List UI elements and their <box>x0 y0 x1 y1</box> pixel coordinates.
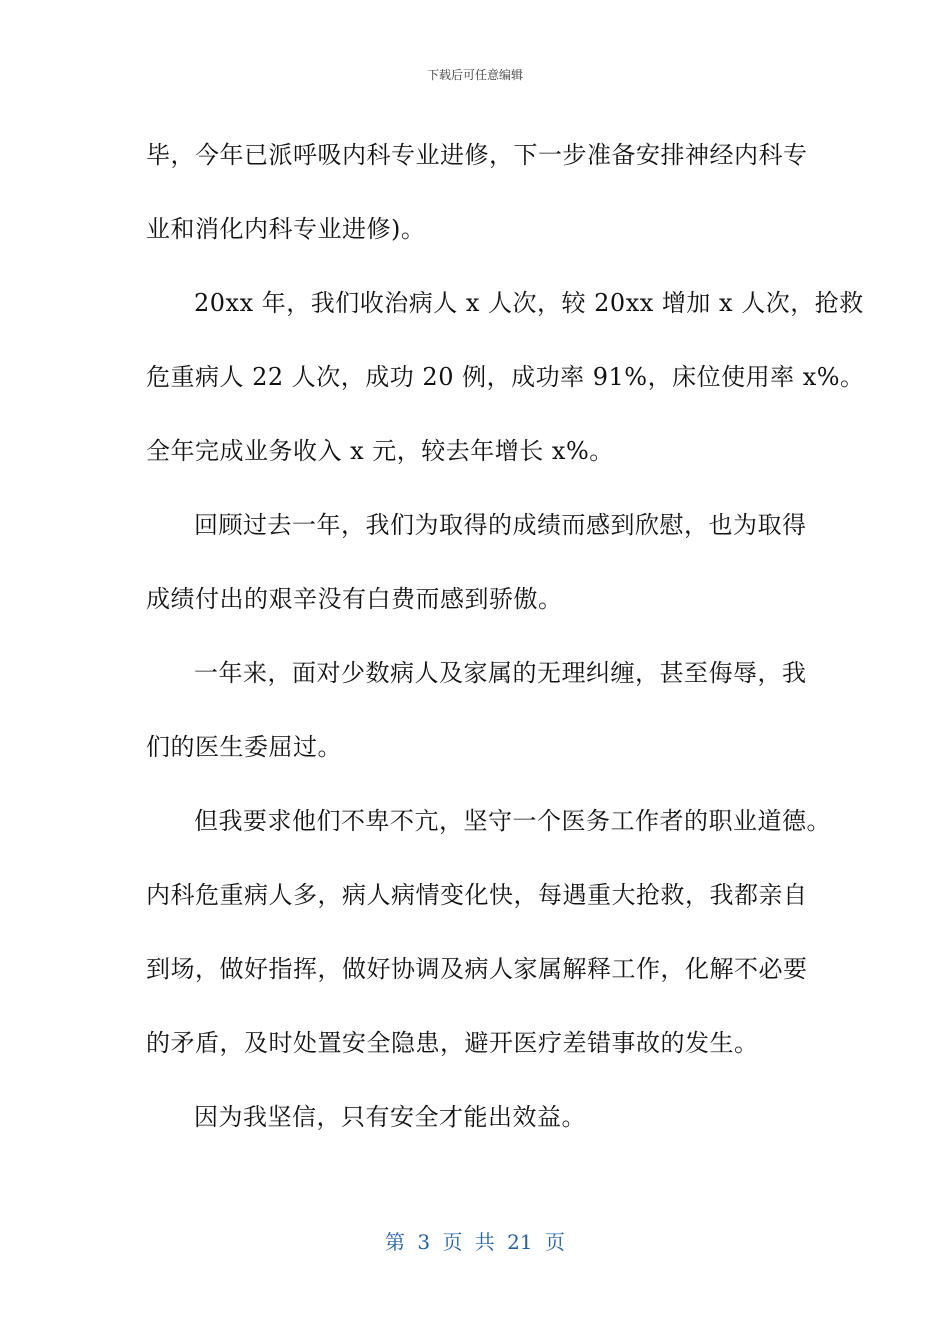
text-line: 的矛盾，及时处置安全隐患，避开医疗差错事故的发生。 <box>146 1029 759 1057</box>
text-line: 到场，做好指挥，做好协调及病人家属解释工作，化解不必要 <box>146 955 808 983</box>
page-number: 第 3 页 共 21 页 <box>385 1230 565 1254</box>
paragraph-start-line: 因为我坚信，只有安全才能出效益。 <box>194 1103 586 1131</box>
text-line: 危重病人 22 人次，成功 20 例，成功率 91%，床位使用率 x%。 <box>146 363 865 391</box>
text-line: 全年完成业务收入 x 元，较去年增长 x%。 <box>146 437 614 465</box>
text-line: 业和消化内科专业进修)。 <box>146 215 426 243</box>
paragraph-start-line: 但我要求他们不卑不亢，坚守一个医务工作者的职业道德。 <box>194 807 831 835</box>
paragraph-start-line: 回顾过去一年，我们为取得的成绩而感到欣慰，也为取得 <box>194 511 807 539</box>
text-line: 内科危重病人多，病人病情变化快，每遇重大抢救，我都亲自 <box>146 881 808 909</box>
text-line: 成绩付出的艰辛没有白费而感到骄傲。 <box>146 585 563 613</box>
header-note: 下载后可任意编辑 <box>426 68 523 82</box>
paragraph-start-line: 20xx 年，我们收治病人 x 人次，较 20xx 增加 x 人次，抢救 <box>194 289 864 317</box>
text-line: 们的医生委屈过。 <box>146 733 342 761</box>
paragraph-start-line: 一年来，面对少数病人及家属的无理纠缠，甚至侮辱，我 <box>194 659 807 687</box>
document-body <box>146 118 865 1154</box>
text-line: 毕，今年已派呼吸内科专业进修，下一步准备安排神经内科专 <box>146 141 808 169</box>
